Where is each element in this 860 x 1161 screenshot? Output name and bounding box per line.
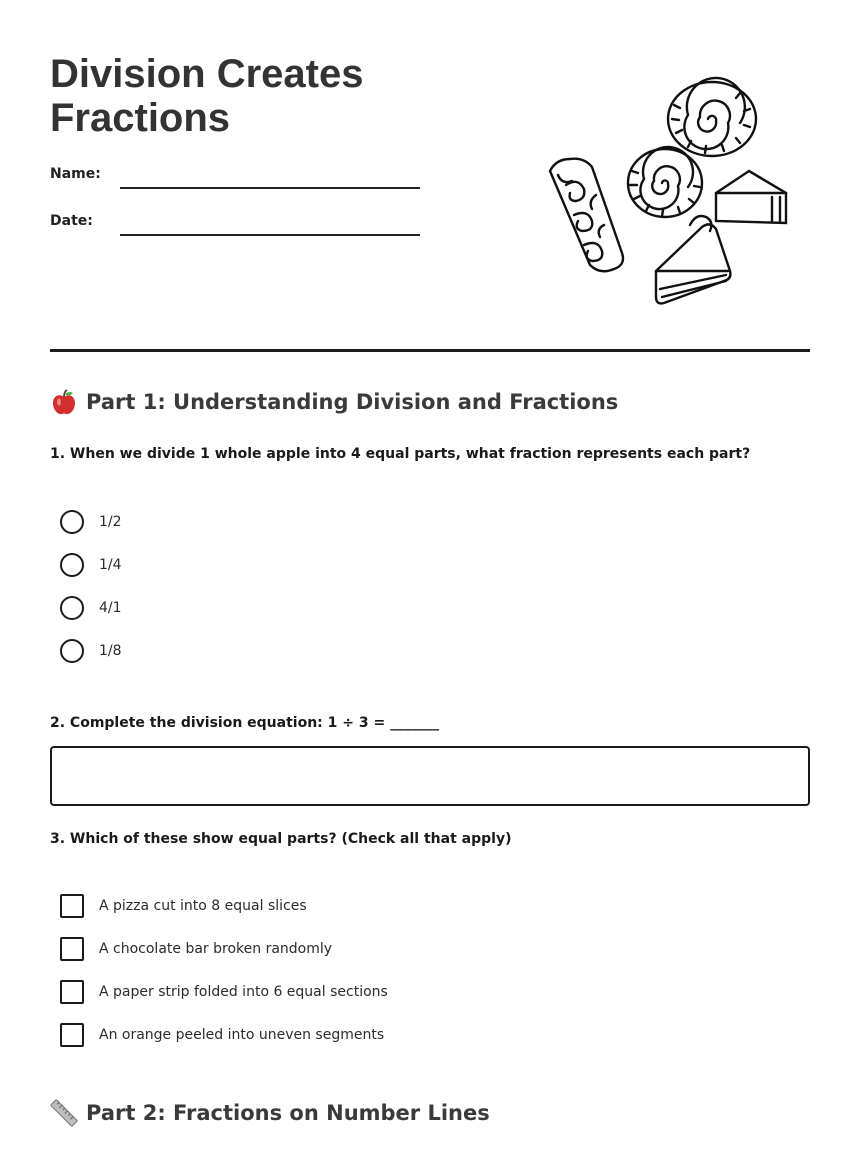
radio-button[interactable]	[60, 596, 84, 620]
pastries-illustration	[540, 75, 800, 310]
radio-button[interactable]	[60, 510, 84, 534]
date-label: Date:	[50, 213, 93, 229]
q1-option-3[interactable]	[60, 595, 122, 621]
option-label: A paper strip folded into 6 equal sections	[99, 984, 388, 1000]
q1-option-2[interactable]	[60, 552, 122, 578]
checkbox[interactable]	[60, 894, 84, 918]
option-label: 1/4	[99, 557, 122, 573]
q1-option-1[interactable]	[60, 509, 122, 535]
spiral-bun-icon	[668, 78, 756, 156]
q1-option-4[interactable]	[60, 638, 122, 664]
option-label: 1/8	[99, 643, 122, 659]
q3-option-1[interactable]	[60, 893, 307, 919]
question-3: 3. Which of these show equal parts? (Check all that apply)	[50, 831, 512, 847]
part1-heading-text: Part 1: Understanding Division and Fractions	[86, 390, 619, 414]
checkbox[interactable]	[60, 1023, 84, 1047]
q3-option-4[interactable]	[60, 1022, 384, 1048]
worksheet-title: Division Creates Fractions	[50, 52, 364, 140]
part1-heading	[50, 388, 618, 416]
ruler-icon	[50, 1099, 78, 1127]
question-2: 2. Complete the division equation: 1 ÷ 3 = _______	[50, 715, 440, 731]
apple-icon	[50, 388, 78, 416]
option-label: A chocolate bar broken randomly	[99, 941, 333, 957]
radio-button[interactable]	[60, 639, 84, 663]
spiral-bun-icon	[628, 147, 702, 217]
name-label: Name:	[50, 166, 101, 182]
option-label: A pizza cut into 8 equal slices	[99, 898, 307, 914]
part2-heading-text: Part 2: Fractions on Number Lines	[86, 1101, 490, 1125]
q3-option-2[interactable]	[60, 936, 332, 962]
name-input-line[interactable]	[120, 187, 420, 189]
part2-heading	[50, 1099, 490, 1127]
checkbox[interactable]	[60, 980, 84, 1004]
option-label: An orange peeled into uneven segments	[99, 1027, 385, 1043]
cake-slice-icon	[716, 171, 786, 223]
date-input-line[interactable]	[120, 234, 420, 236]
q2-answer-input[interactable]	[52, 748, 808, 804]
rolled-pastry-icon	[550, 159, 623, 272]
q2-answer-box[interactable]	[50, 746, 810, 806]
q3-option-3[interactable]	[60, 979, 388, 1005]
header-divider	[50, 349, 810, 352]
option-label: 4/1	[99, 600, 122, 616]
checkbox[interactable]	[60, 937, 84, 961]
option-label: 1/2	[99, 514, 122, 530]
cake-slice-icon	[656, 216, 730, 303]
question-1: 1. When we divide 1 whole apple into 4 equal parts, what fraction represents each part?	[50, 446, 751, 462]
radio-button[interactable]	[60, 553, 84, 577]
